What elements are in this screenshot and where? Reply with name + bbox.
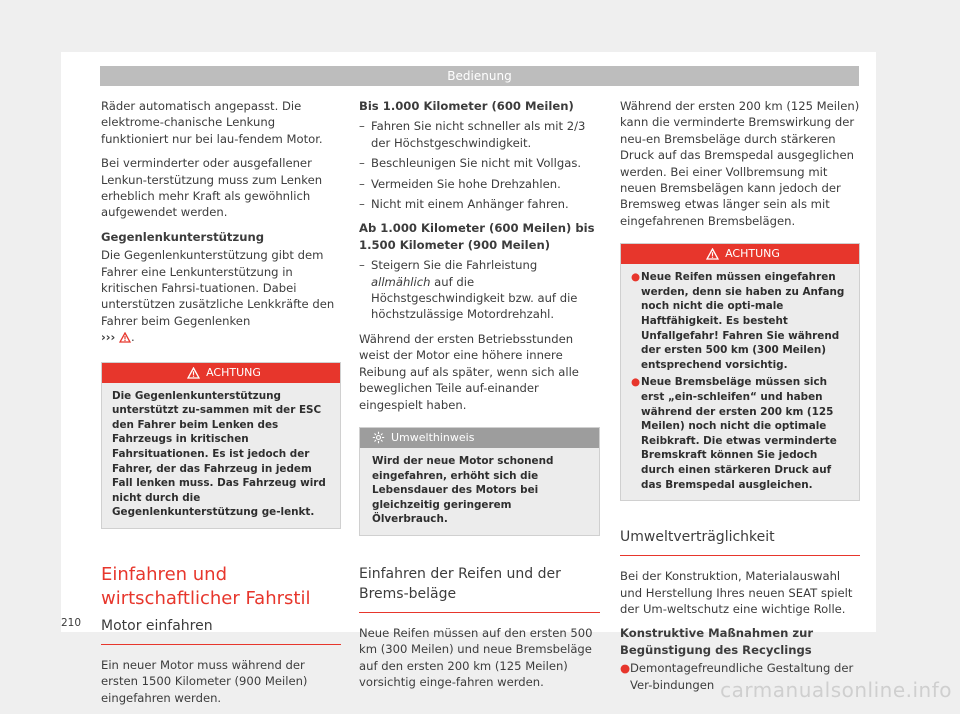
section-title: Einfahren der Reifen und der Brems-beläge <box>359 564 600 613</box>
page-header: Bedienung <box>100 66 859 86</box>
warning-triangle-icon <box>119 332 131 343</box>
page-number: 210 <box>61 617 82 629</box>
paragraph: Räder automatisch angepasst. Die elektrome-chanische Lenkung funktioniert nur bei lau-fendem Motor. <box>101 99 323 146</box>
list-item: – Nicht mit einem Anhänger fahren. <box>359 196 600 212</box>
warning-triangle-icon <box>187 367 200 379</box>
list-item: ● Neue Bremsbeläge müssen sich erst „ein-schleifen“ und haben während der ersten 200 km (125 Meilen) noch nicht die optimale Reibkraft. Die etwas verminderte Bremskraft können Sie jedoch durch einen stärkeren Druck auf das Bremspedal ausgleichen. <box>631 376 837 491</box>
paragraph: Neue Reifen müssen auf den ersten 500 km (300 Meilen) und neue Bremsbeläge auf den ersten 200 km (125 Meilen) vorsichtig einge-fahren werden. <box>359 625 593 690</box>
paragraph: Während der ersten Betriebsstunden weist der Motor eine höhere innere Reibung auf als später, wenn sich alle beweglichen Teile auf-einander eingespielt haben. <box>359 331 579 412</box>
environment-text: Wird der neue Motor schonend eingefahren, erhöht sich die Lebensdauer des Motors bei gleichzeitig geringerem Ölverbrauch. <box>372 454 554 526</box>
heading: Konstruktive Maßnahmen zur Begünstigung des Recyclings <box>620 626 814 657</box>
warning-box-header: ACHTUNG <box>102 363 340 383</box>
paragraph: Während der ersten 200 km (125 Meilen) kann die verminderte Bremswirkung der neu-en Bremsbeläge durch stärkeren Druck auf das Bremspedal ausgeglichen werden. Bei einer Vollbremsung mit neuen Bremsbelägen kann jedoch der Bremsweg etwas länger sein als mit eingefahrenen Bremsbelägen. <box>620 99 860 228</box>
column-2 <box>359 98 600 699</box>
warning-text: Die Gegenlenkunterstützung unterstützt zu-sammen mit der ESC den Fahrer beim Lenken des Fahrzeugs in kritischen Fahrsituationen. Es ist jedoch der Fahrer, der das Fahrzeug in jedem Fall lenken muss. Das Fahrzeug wird nicht durch die Gegenlenkunterstützung ge-lenkt. <box>112 389 326 519</box>
list-item: ● Demontagefreundliche Gestaltung der Ver-bindungen <box>620 661 854 692</box>
warning-triangle-icon <box>706 248 719 260</box>
dash-list <box>359 118 600 212</box>
warning-text <box>621 264 859 500</box>
list-item: – Beschleunigen Sie nicht mit Vollgas. <box>359 155 600 171</box>
environment-box <box>359 427 600 536</box>
paragraph: Ein neuer Motor muss während der ersten 1500 Kilometer (900 Meilen) eingefahren werden. <box>101 658 308 705</box>
paragraph: Bei verminderter oder ausgefallener Lenkun-terstützung muss zum Lenken erheblich mehr Kraft als gewöhnlich aufgewendet werden. <box>101 156 323 220</box>
list-item: ● Neue Reifen müssen eingefahren werden, denn sie haben zu Anfang noch nicht die opti-male Haftfähigkeit. Es besteht Unfallgefahr! Fahren Sie während der ersten 500 km (300 Meilen) entsprechend vorsichtig. <box>631 271 845 371</box>
list-item: – Vermeiden Sie hohe Drehzahlen. <box>359 176 600 192</box>
column-1 <box>101 98 341 714</box>
warning-box-header: ACHTUNG <box>621 244 859 264</box>
warning-box <box>101 362 341 529</box>
cross-reference[interactable]: ››› <box>101 330 116 345</box>
section-title: Einfahren und wirtschaftlicher Fahrstil <box>101 564 311 610</box>
paragraph: Die Gegenlenkunterstützung gibt dem Fahrer eine Lenkunterstützung in kritischen Fahrsi-tuationen. Dabei unterstützen zusätzliche Lenkkräfte den Fahrer beim Gegenlenken ››› . <box>101 248 335 345</box>
list-item: – Fahren Sie nicht schneller als mit 2/3 der Höchstgeschwindigkeit. <box>359 118 600 151</box>
heading: Bis 1.000 Kilometer (600 Meilen) <box>359 99 574 113</box>
heading: Ab 1.000 Kilometer (600 Meilen) bis 1.500 Kilometer (900 Meilen) <box>359 221 595 252</box>
environment-leaf-icon <box>372 431 385 444</box>
column-3 <box>620 98 860 701</box>
environment-box-header: Umwelthinweis <box>360 428 599 448</box>
warning-box <box>620 243 860 501</box>
subsection-title: Motor einfahren <box>101 617 341 645</box>
section-title: Umweltverträglichkeit <box>620 527 860 556</box>
paragraph: Bei der Konstruktion, Materialauswahl und Herstellung Ihres neuen SEAT spielt der Um-weltschutz eine wichtige Rolle. <box>620 569 853 616</box>
dash-list <box>359 257 600 323</box>
watermark: carmanualsonline.info <box>720 678 952 702</box>
heading-gegenlenk: Gegenlenkunterstützung <box>101 229 265 244</box>
list-item: – Steigern Sie die Fahrleistung allmählich auf die Höchstgeschwindigkeit bzw. auf die höchstzulässige Motordrehzahl. <box>359 257 600 323</box>
